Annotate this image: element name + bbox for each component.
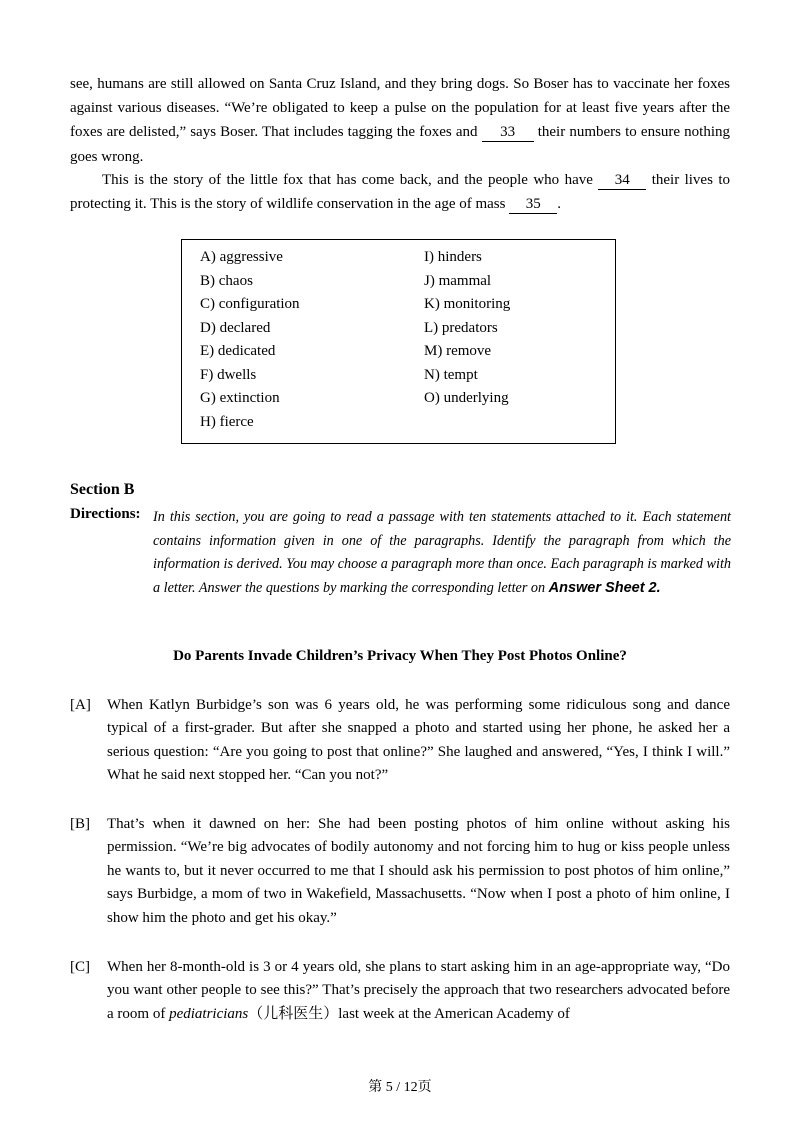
blank-33: 33 — [482, 123, 534, 142]
word-option: E) dedicated — [200, 343, 276, 359]
word-option: L) predators — [424, 319, 498, 336]
passage-paragraph-b — [70, 813, 730, 930]
word-option: N) tempt — [424, 366, 478, 383]
continuation-paragraph-1 — [70, 72, 730, 169]
word-option: O) underlying — [424, 390, 509, 406]
directions-text — [153, 506, 731, 600]
paragraph-text — [107, 956, 730, 1026]
answer-sheet-label: Answer Sheet 2. — [548, 579, 661, 596]
paragraph-text: That’s when it dawned on her: She had been posting photos of him online without asking his permission. “We’re big advocates of bodily autonomy and not forcing him to hug or kiss people unless he wants to, but it never occurred to me that I should ask his permission to post photos of him online,” says Burbidge, a mom of two in Wakefield, Massachusetts. “Now when I post a photo of him online, I show him the photo and get his okay.” — [107, 816, 730, 926]
word-option: A) aggressive — [200, 249, 283, 265]
directions-label: Directions: — [70, 506, 141, 522]
chinese-gloss: （儿科医生） — [248, 1005, 339, 1022]
word-option: B) chaos — [200, 272, 253, 289]
blank-35: 35 — [509, 195, 557, 214]
word-option: J) mammal — [424, 272, 492, 289]
word-option: C) configuration — [200, 296, 300, 312]
paragraph-letter: [A] — [70, 697, 91, 713]
paragraph-letter: [B] — [70, 816, 90, 832]
word-option: K) monitoring — [424, 296, 511, 312]
paragraph-text: their numbers to ensure nothing goes wrong. — [70, 124, 731, 165]
paragraph-text: This is the story of the little fox that has come back, and the people who have — [102, 172, 593, 188]
paragraph-text-part: last week at the American Academy of — [338, 1005, 570, 1022]
word-bank-right-column — [424, 246, 510, 411]
word-option: M) remove — [424, 343, 492, 359]
paragraph-text: their lives to protecting it. This is the story of wildlife conservation in the age of mass — [70, 172, 730, 213]
paragraph-text-part: When her 8-month-old is 3 or 4 years old, she plans to start asking him in an age-appropriate way, “Do you want other people to see this?” That’s precisely the approach that two researchers advocated before a room of — [107, 959, 730, 1022]
word-option: G) extinction — [200, 390, 280, 406]
word-option: F) dwells — [200, 366, 257, 383]
word-option: I) hinders — [424, 249, 482, 265]
passage-paragraph-c — [70, 956, 730, 1026]
paragraph-text: see, humans are still allowed on Santa Cruz Island, and they bring dogs. So Boser has to vaccinate her foxes against various diseases. “We’re obligated to keep a pulse on the population for at least five years after the foxes are delisted,” says Boser. That includes tagging the foxes and — [70, 76, 730, 141]
passage-paragraph-a — [70, 694, 730, 788]
word-bank-left-column — [200, 246, 300, 434]
word-option: H) fierce — [200, 413, 254, 430]
word-option: D) declared — [200, 319, 271, 336]
word-bank-box — [181, 239, 616, 444]
continuation-paragraph-2 — [70, 168, 730, 216]
blank-34: 34 — [598, 171, 646, 190]
page-number-footer: 第 5 / 12页 — [368, 1080, 432, 1095]
paragraph-text: . — [557, 196, 561, 213]
glossed-term: pediatricians — [169, 1005, 249, 1022]
directions-body: In this section, you are going to read a passage with ten statements attached to it. Each statement contains information given in one of the paragraphs. Identify the paragraph from which the information is derived. You may choose a paragraph more than once. Each paragraph is marked with a letter. Answer the questions by marking the corresponding letter on — [153, 509, 731, 596]
section-b-heading: Section B — [70, 481, 135, 498]
passage-title: Do Parents Invade Children’s Privacy When They Post Photos Online? — [173, 648, 627, 664]
paragraph-letter: [C] — [70, 959, 90, 975]
paragraph-text: When Katlyn Burbidge’s son was 6 years old, he was performing some ridiculous song and dance typical of a first-grader. But after she snapped a photo and started using her phone, he asked her a serious question: “Are you going to post that online?” She laughed and answered, “Yes, I think I will.” What he said next stopped her. “Can you not?” — [107, 697, 730, 784]
